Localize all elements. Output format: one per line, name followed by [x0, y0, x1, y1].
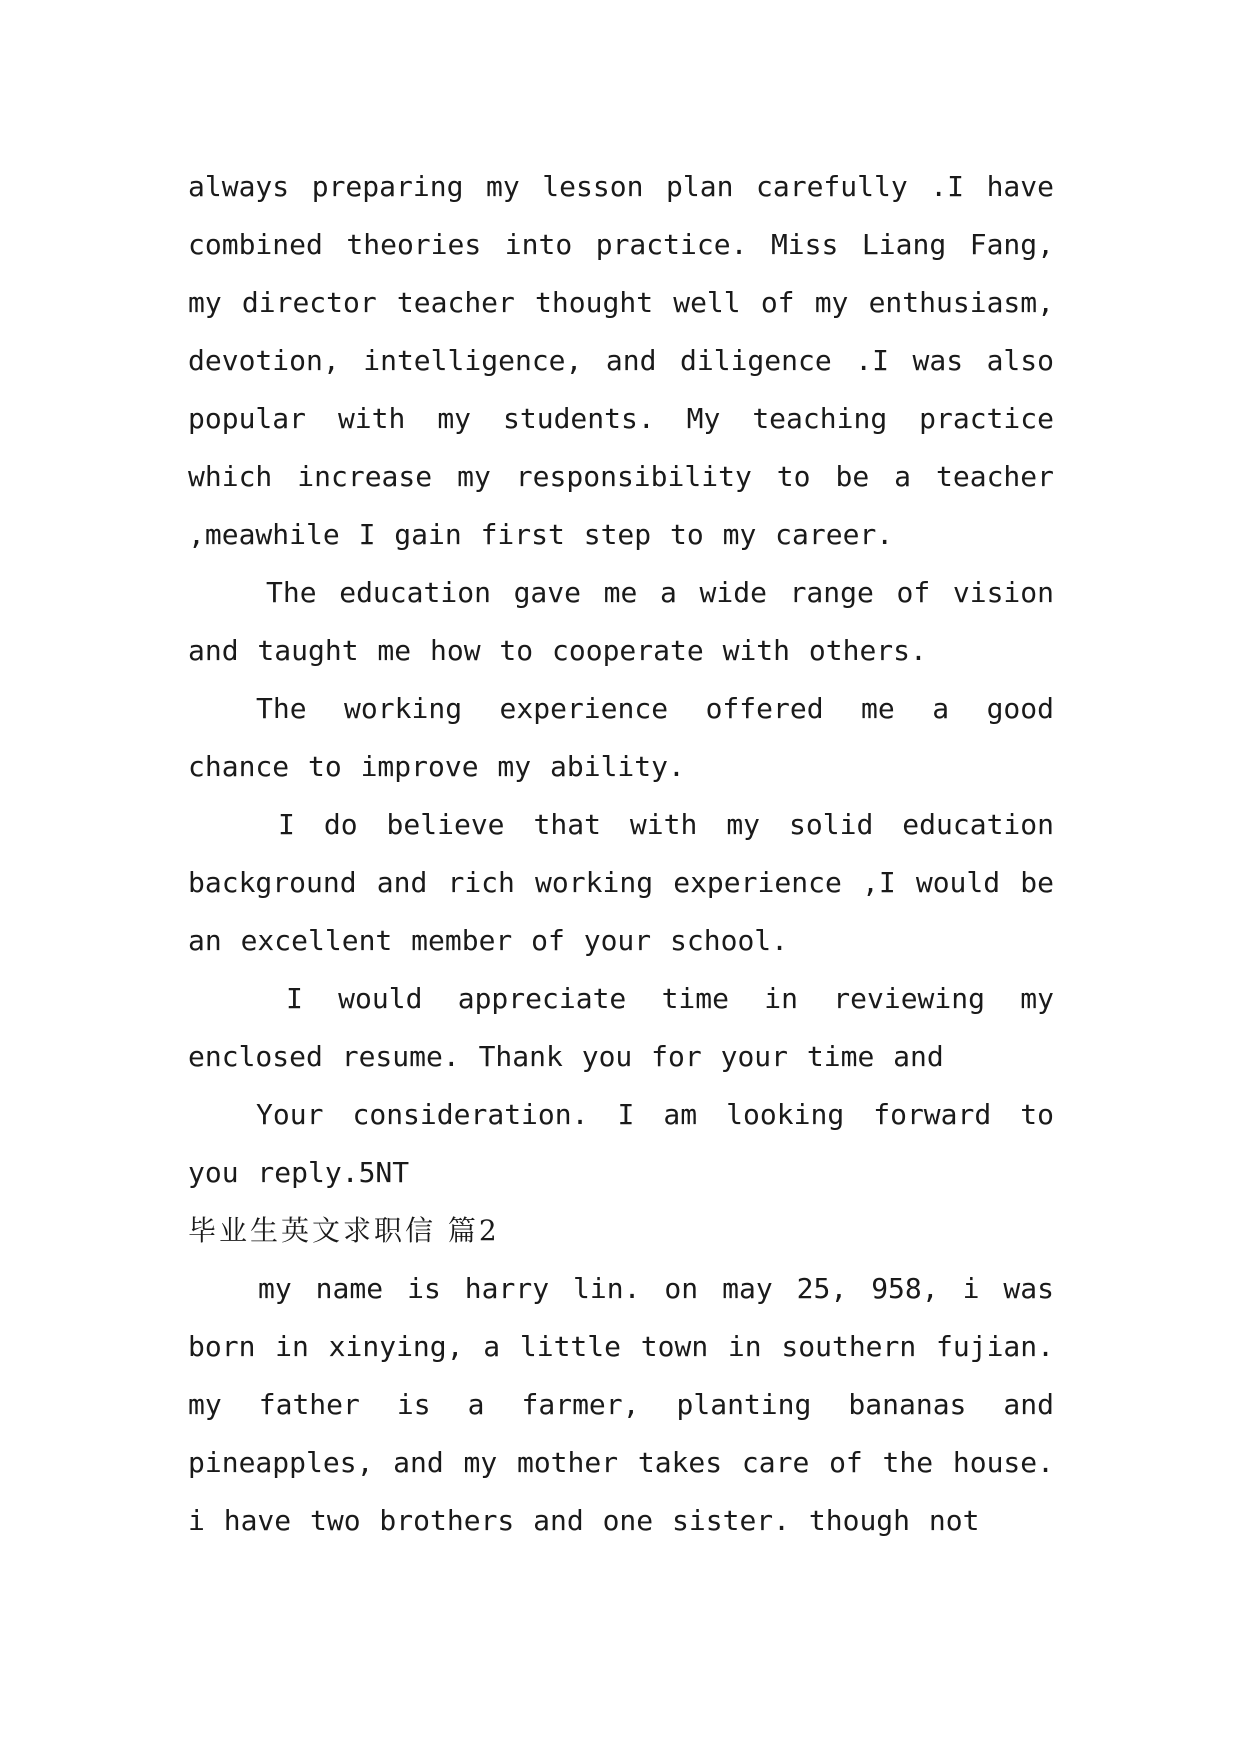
paragraph-self-introduction: my name is harry lin. on may 25, 958, i was born in xinying, a little town in southern fujian. my father is a farmer, planting bananas and pineapples, and my mother takes care of the house. i have two brothers and one sister. though not — [188, 1272, 1054, 1537]
document-body — [188, 158, 1054, 1550]
paragraph-appreciation: I would appreciate time in reviewing my enclosed resume. Thank you for your time and — [188, 982, 1054, 1073]
paragraph-belief: I do believe that with my solid education background and rich working experience ,I would be an excellent member of your school. — [188, 808, 1054, 957]
paragraph-education: The education gave me a wide range of vision and taught me how to cooperate with others. — [188, 576, 1054, 667]
paragraph-teaching-practice: always preparing my lesson plan carefully .I have combined theories into practice. Miss Liang Fang, my director teacher thought well of my enthusiasm, devotion, intelligence, and diligence .I was also popular with my students. My teaching practice which increase my responsibility to be a teacher ,meawhile I gain first step to my career. — [188, 170, 1054, 551]
paragraph-consideration: Your consideration. I am looking forward to you reply.5NT — [188, 1098, 1054, 1189]
paragraph-working-experience: The working experience offered me a good chance to improve my ability. — [188, 692, 1054, 783]
section-heading: 毕业生英文求职信 篇2 — [188, 1214, 500, 1247]
